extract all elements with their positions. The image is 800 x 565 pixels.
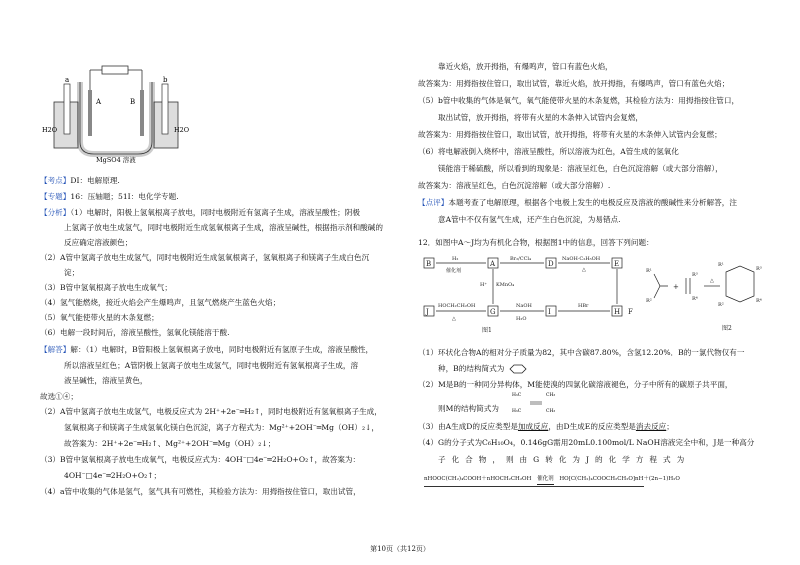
page-footer: 第10页（共12页）	[370, 545, 430, 553]
answer-elimination: 消去反应	[635, 422, 667, 431]
jieda-line-4: （4）a管中收集的气体是氢气，氢气具有可燃性，其检验方法为：用拇指按住管口，取出试管，	[40, 487, 361, 496]
label-delta-3: △	[710, 278, 714, 284]
sub-question-3	[418, 422, 674, 432]
equation-right: HO[C(CH₂)₄COOCH₂CH₂O]nH＋(2n−1)H₂O	[559, 476, 680, 482]
label-kmno4: KMnO₄	[496, 282, 515, 288]
fenxi-line-4: （4）氢气能燃烧，接近火焰会产生爆鸣声，且氢气燃烧产生蓝色火焰；	[40, 298, 281, 307]
equation-condition: 催化剂	[537, 476, 554, 482]
r2-label: R²	[646, 298, 652, 304]
dianping-tag: 【点评】	[418, 198, 449, 207]
zhuanti-tag: 【专题】	[40, 192, 71, 201]
fenxi-line-1b: 上氢离子放电生成氢气，同时电极附近生成氢氧根离子生成，溶液呈碱性，根据指示剂和酸碱的	[64, 223, 383, 232]
kaodian-line	[40, 176, 120, 186]
r1-label: R¹	[646, 268, 652, 274]
sub-question-3-part-b: ，由D生成E的反应类型是	[548, 422, 636, 431]
sub-question-2b-text: 则M的结构简式为	[438, 404, 499, 413]
sub-question-2: （2）M是B的一种同分异构体，M能使溴的四氯化碳溶液褪色，分子中所有的碳原子共平面，	[418, 380, 733, 389]
right-line-8: 故答案为：溶液呈红色，白色沉淀溶解（或大部分溶解）.	[418, 181, 611, 190]
fenxi-line-3: （3）B管中氢氧根离子放电生成氧气；	[40, 283, 172, 292]
jieda-line-3b: 4OH⁻□4e⁻═2H₂O+O₂↑；	[64, 471, 162, 480]
label-hbr: HBr	[578, 303, 589, 309]
kaodian-text: DI：电解原理.	[70, 176, 120, 185]
right-line-3: （5）b管中收集的气体是氧气，氧气能使带火星的木条复燃，其检验方法为：用拇指按住管口，	[418, 96, 740, 105]
r3-label: R³	[692, 272, 698, 278]
equation-left: nHOOC(CH₂)₄COOH＋nHOCH₂CH₂OH	[424, 476, 532, 482]
question-12: 12．如图中A～J均为有机化合物，根据图1中的信息，回答下列问题：	[418, 238, 654, 247]
fenxi-line-2b: 淀；	[64, 268, 80, 277]
sub-question-3-part-c: ；	[666, 422, 674, 431]
zhuanti-text: 16：压轴题；51I：电化学专题.	[70, 192, 179, 201]
plus-sign: +	[673, 283, 679, 291]
label-h2: H₂	[452, 256, 459, 262]
power-source	[102, 66, 128, 74]
cyclohexane-answer	[507, 364, 529, 374]
zhuanti-line	[40, 192, 179, 202]
label-B: B	[130, 98, 136, 106]
jieda-line-2b: 氢氧根离子和镁离子生成氢氧化镁白色沉淀，离子方程式为：Mg²⁺+2OH⁻═Mg（OH）₂↓，	[64, 423, 380, 432]
fig1-caption: 图1	[482, 327, 492, 334]
node-I: I	[548, 308, 551, 316]
right-line-5: 故答案为：用拇指按住管口，取出试管，放开拇指，将带有火星的木条伸入试管内会复燃；	[418, 130, 722, 139]
label-a: a	[65, 76, 70, 84]
node-A: A	[490, 260, 496, 268]
node-D: D	[548, 260, 554, 268]
answer-underline	[424, 486, 644, 487]
product-r3: R³	[756, 266, 762, 272]
sub-question-3-part-a: （3）由A生成D的反应类型是	[418, 422, 518, 431]
node-B: B	[426, 260, 432, 268]
node-G: G	[490, 308, 496, 316]
electrolysis-figure	[42, 62, 190, 164]
node-E: E	[614, 260, 620, 268]
label-naoh-etoh: NaOH·C₂H₅OH	[562, 256, 601, 262]
fenxi-line-1c: 反应确定溶液颜色；	[64, 238, 133, 247]
answer-addition: 加成反应	[517, 422, 549, 431]
fenxi-text-1: （1）电解时，阳极上氢氧根离子放电，同时电极附近有氢离子生成，溶液呈酸性；阴极	[70, 208, 360, 217]
sub-question-1b-text: 种，B的结构简式为	[438, 364, 505, 373]
jieda-line-2c: 故答案为：2H⁺+2e⁻═H₂↑、Mg²⁺+2OH⁻═Mg（OH）₂↓；	[64, 439, 276, 448]
label-h2o-left: H2O	[42, 126, 58, 134]
jieda-text-1: 解：（1）电解时，B管阳极上氢氧根离子放电，同时电极附近有氢原子生成，溶液呈酸性，	[70, 345, 374, 354]
jieda-line-1	[40, 345, 373, 355]
sub-question-4: （4）G的分子式为C₆H₁₀O₄，0.146gG需用20mL0.100mol/L NaOH溶液完全中和，J是一种高分	[418, 438, 755, 447]
equation-arrow	[537, 474, 554, 485]
dianping-line-2: 意A管中不仅有氢气生成，还产生白色沉淀，为易错点.	[438, 215, 621, 224]
node-F: F	[628, 308, 633, 316]
jieda-line-2: （2）A管中氢离子放电生成氢气，电极反应式为 2H⁺+2e⁻═H₂↑，同时电极附近有氢氧根离子生成，	[40, 407, 382, 416]
kaodian-tag: 【考点】	[40, 176, 71, 185]
product-r1: R¹	[718, 262, 724, 268]
fenxi-tag: 【分析】	[40, 208, 71, 217]
node-J: J	[426, 308, 429, 316]
right-line-7: 镁能溶于稀硫酸，所以看到的现象是：溶液呈红色，白色沉淀溶解（或大部分溶解），	[438, 164, 723, 173]
reaction-scheme	[422, 252, 772, 338]
m-right-top: CH₃	[546, 393, 556, 398]
right-line-4: 取出试管，放开拇指，将带有火星的木条伸入试管内会复燃，	[438, 113, 644, 122]
right-line-6: （6）将电解液倒入烧杯中，溶液呈酸性，所以溶液为红色，A管生成的氢氧化	[418, 147, 679, 156]
diels-alder-scheme	[654, 266, 754, 302]
jieda-line-1b: 所以溶液呈红色；A管阴极上氢离子放电生成氢气，同时电极附近有氢氧根离子生成，溶	[64, 361, 359, 370]
label-hplus: H⁺	[480, 282, 487, 288]
sub-question-4b: 子化合物，则由G转化为J的化学方程式为	[438, 455, 691, 464]
sub-question-1: （1）环状化合物A的相对分子质量为82，其中含碳87.80%，含氢12.20%．B的一氯代物仅有一	[418, 348, 745, 357]
figure-caption: MgSO4 溶液	[96, 156, 136, 164]
equation-line	[424, 474, 680, 485]
label-h2o: H₂O	[516, 316, 527, 322]
sub-question-2b	[438, 404, 499, 414]
product-r2: R²	[718, 302, 724, 308]
m-bottom: H₃C	[512, 409, 522, 414]
dianping-line-1	[418, 198, 737, 208]
jieda-answer-1: 故选①④；	[40, 392, 78, 401]
label-h2o-right: H2O	[174, 126, 190, 134]
right-line-1: 靠近火焰，放开拇指，有爆鸣声，管口有蓝色火焰，	[438, 62, 613, 71]
fenxi-line-5: （5）氧气能使带火星的木条复燃；	[40, 313, 159, 322]
node-H: H	[614, 308, 621, 316]
label-br2: Br₂/CCl₄	[510, 256, 532, 262]
jieda-line-1c: 液呈碱性，溶液呈黄色，	[64, 376, 148, 385]
label-delta-1: △	[582, 267, 586, 273]
label-b: b	[163, 76, 168, 84]
product-r4: R⁴	[756, 298, 762, 304]
fig2-caption: 图2	[722, 325, 732, 332]
fenxi-line-2: （2）A管中氢离子放电生成氢气，同时电极附近生成氢氧根离子，氢氧根离子和镁离子生成白色沉	[40, 253, 370, 262]
m-structure	[510, 390, 566, 414]
label-h2-cond: 催化剂	[446, 268, 462, 274]
label-A: A	[96, 98, 102, 106]
right-line-2: 故答案为：用拇指按住管口，取出试管，靠近火焰，放开拇指，有爆鸣声，管口有蓝色火焰；	[418, 79, 730, 88]
label-g-formula: HOCH₂CH₂OH	[438, 303, 476, 309]
r4-label: R⁴	[692, 296, 698, 302]
m-top: H₃C	[512, 393, 522, 398]
jieda-line-3: （3）B管中氢氧根离子放电生成氧气，电极反应式为：4OH⁻□4e⁻═2H₂O+O₂↑，故答案为：	[40, 455, 361, 464]
m-right-bottom: CH₃	[546, 409, 556, 414]
dianping-text-1: 本题考查了电解原理，根据各个电极上发生的电极反应及溶液的酸碱性来分析解答，注	[448, 198, 737, 207]
fenxi-line-6: （6）电解一段时间后，溶液呈酸性，氢氧化镁能溶于酸.	[40, 328, 230, 337]
label-naoh: NaOH	[516, 303, 532, 309]
sub-question-1b	[438, 364, 529, 374]
label-delta-2: △	[452, 316, 456, 322]
jieda-tag: 【解答】	[40, 345, 71, 354]
fenxi-line-1	[40, 208, 360, 218]
